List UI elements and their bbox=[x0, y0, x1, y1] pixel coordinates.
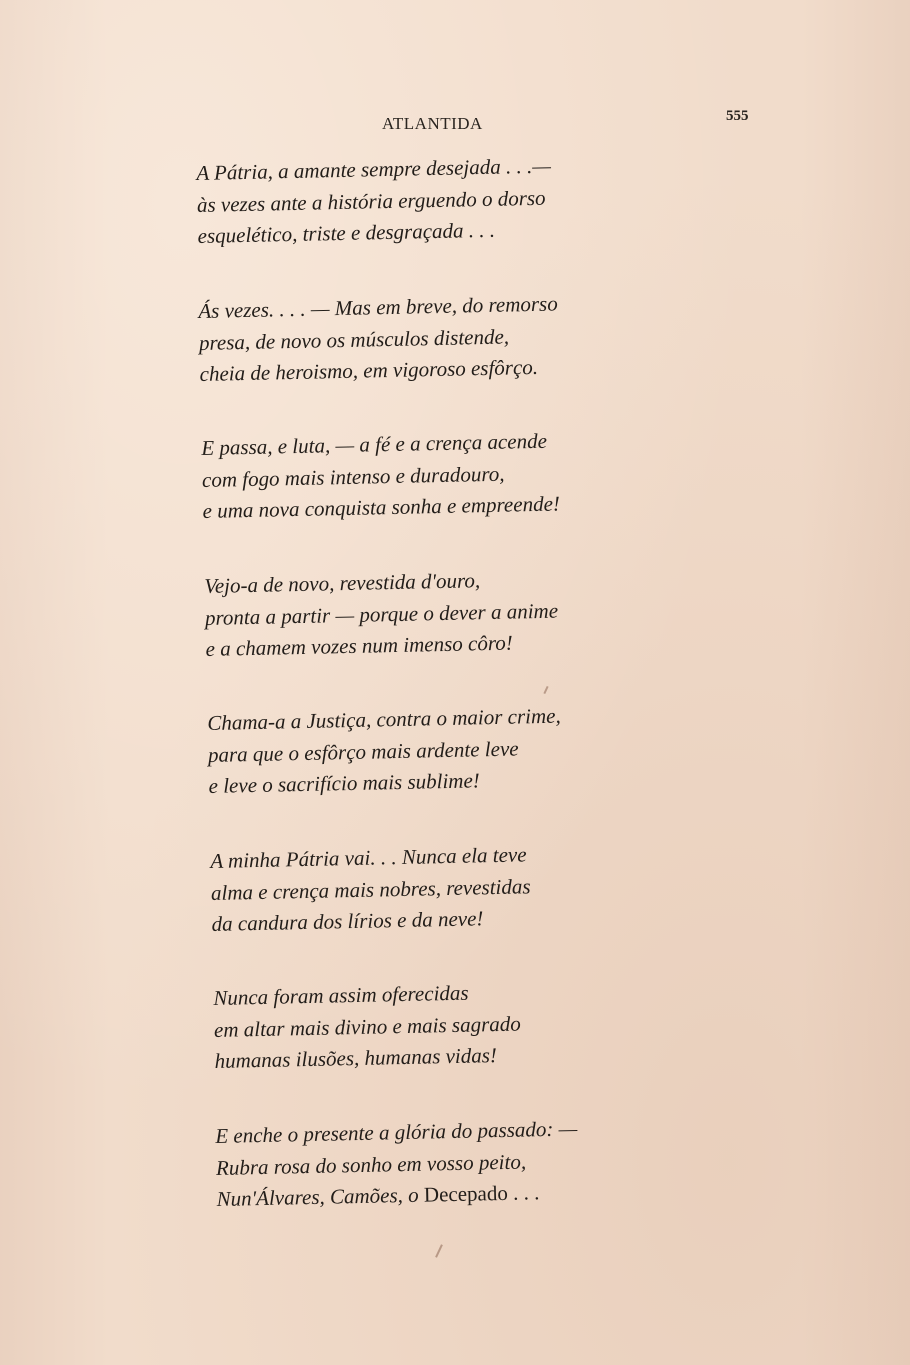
poem-line: E enche o presente a glória do passado: — bbox=[215, 1115, 578, 1148]
poem-line: Nunca foram assim oferecidas bbox=[213, 980, 469, 1010]
stanza bbox=[210, 836, 678, 940]
page-number: 555 bbox=[726, 108, 749, 124]
poem-line: presa, de novo os músculos distende, bbox=[198, 323, 510, 354]
stanza bbox=[196, 148, 678, 253]
stanza bbox=[204, 561, 678, 665]
running-head-title: ATLANTIDA bbox=[382, 114, 483, 133]
poem-line: em altar mais divino e mais sagrado bbox=[213, 1011, 521, 1042]
poem-line-text: Nun'Álvares, Camões, o bbox=[216, 1182, 425, 1211]
poem-line: da candura dos lírios e da neve! bbox=[211, 905, 484, 936]
poem-line: Ás vezes. . . . — Mas em breve, do remorso bbox=[198, 290, 558, 323]
poem-line: alma e crença mais nobres, revestidas bbox=[210, 873, 531, 904]
poem-line: Rubra rosa do sonho em vosso peito, bbox=[215, 1148, 527, 1179]
poem-line: Vejo-a de novo, revestida d'ouro, bbox=[204, 567, 481, 598]
poem-line: humanas ilusões, humanas vidas! bbox=[214, 1043, 498, 1073]
poem-line: cheia de heroismo, em vigoroso esfôrço. bbox=[199, 354, 539, 386]
poem-line: A minha Pátria vai. . . Nunca ela teve bbox=[210, 841, 527, 873]
upright-word: Decepado . . . bbox=[423, 1179, 540, 1207]
poem-line: e a chamem vozes num imenso côro! bbox=[205, 630, 513, 661]
poem-body bbox=[196, 153, 676, 1258]
poem-line: A Pátria, a amante sempre desejada . . .— bbox=[196, 153, 552, 185]
poem-line: às vezes ante a história erguendo o dorso bbox=[196, 185, 546, 217]
poem-line: e leve o sacrifício mais sublime! bbox=[208, 768, 481, 798]
poem-line: com fogo mais intenso e duradouro, bbox=[201, 461, 505, 492]
stanza bbox=[215, 1111, 678, 1215]
stanza bbox=[198, 285, 678, 389]
poem-line: E passa, e luta, — a fé e a crença acende bbox=[201, 428, 548, 460]
poem-line: para que o esfôrço mais ardente leve bbox=[207, 735, 519, 767]
stanza bbox=[201, 423, 678, 527]
poem-line: pronta a partir — porque o dever a anime bbox=[204, 597, 559, 629]
poem-line: Chama-a a Justiça, contra o maior crime, bbox=[207, 703, 561, 735]
stanza bbox=[207, 698, 678, 802]
poem-line: e uma nova conquista sonha e empreende! bbox=[202, 491, 561, 523]
poem-line: esquelético, triste e desgraçada . . . bbox=[197, 217, 496, 248]
stanza bbox=[213, 973, 678, 1077]
